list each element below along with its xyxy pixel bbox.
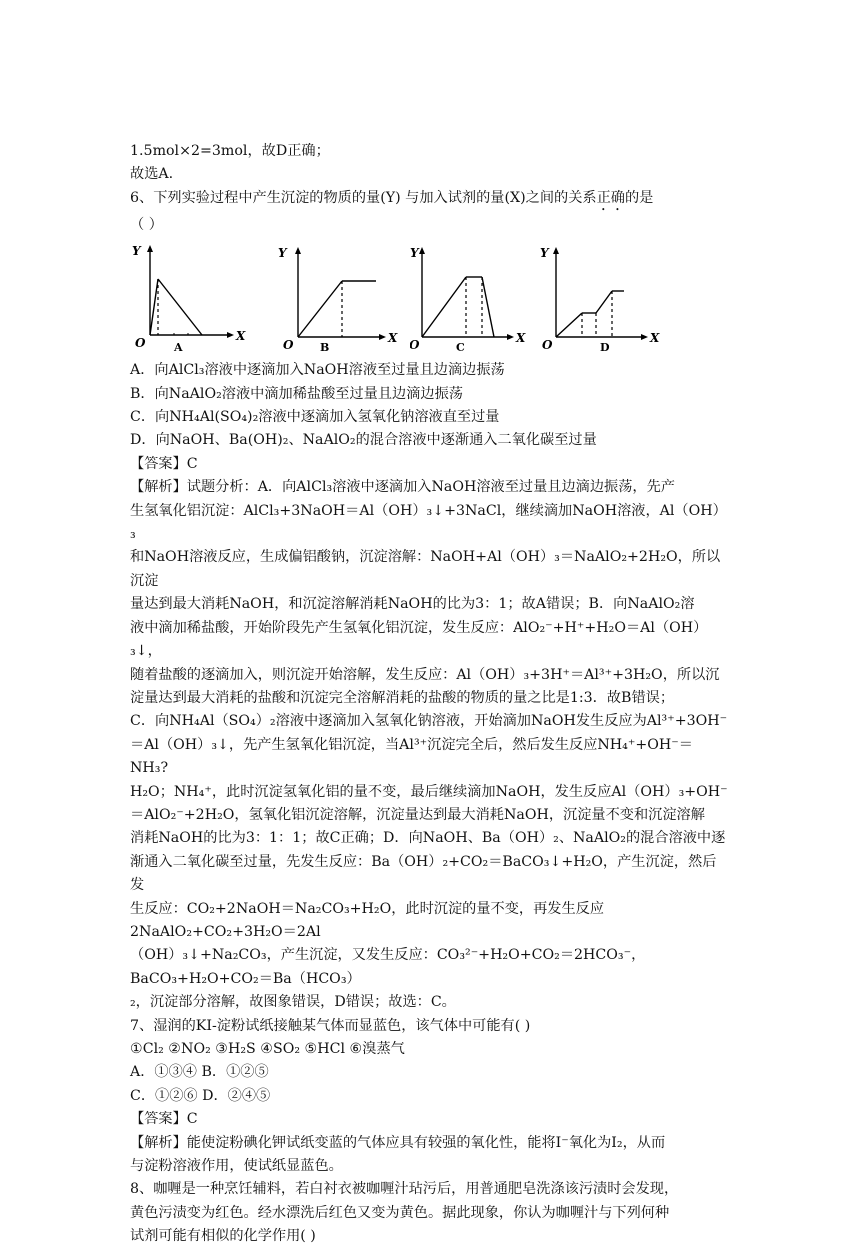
- x-axis-label: X: [650, 331, 660, 346]
- y-axis-label: Y: [410, 246, 419, 261]
- explanation-line: 渐通入二氧化碳至过量，先发生反应：Ba（OH）₂+CO₂＝BaCO₃↓+H₂O，产生沉淀，然后发: [130, 853, 717, 894]
- explanation-line: 液中滴加稀盐酸，开始阶段先产生氢氧化铝沉淀，发生反应：AlO₂⁻+H⁺+H₂O＝Al（OH）₃↓，: [130, 619, 708, 660]
- question-6: 6、下列实验过程中产生沉淀的物质的量(Y) 与加入试剂的量(X)之间的关系正确的是: [130, 189, 654, 206]
- x-axis-label: X: [516, 331, 526, 346]
- question-8: 试剂可能有相似的化学作用( ): [130, 1228, 316, 1245]
- graph-label: D: [600, 341, 610, 354]
- explanation-line: 和NaOH溶液反应，生成偏铝酸钠，沉淀溶解：NaOH+Al（OH）₃＝NaAlO₂+2H₂O，所以沉淀: [130, 549, 721, 589]
- origin-label: O: [283, 338, 294, 353]
- option-d: D．向NaOH、Ba(OH)₂、NaAlO₂的混合溶液中逐渐通入二氧化碳至过量: [130, 432, 597, 449]
- x-axis-label: X: [236, 329, 246, 344]
- explanation-line: C．向NH₄Al（SO₄）₂溶液中逐滴加入氢氧化钠溶液，开始滴加NaOH发生反应为Al³⁺+3OH⁻: [130, 713, 728, 730]
- option-b: B．向NaAlO₂溶液中滴加稀盐酸至过量且边滴边振荡: [130, 385, 463, 402]
- explanation-line: 消耗NaOH的比为3：1：1；故C正确；D．向NaOH、Ba（OH）₂、NaAlO₂的混合溶液中逐: [130, 830, 726, 847]
- origin-label: O: [135, 336, 146, 351]
- document-page: [130, 140, 730, 1249]
- explanation-line: ＝AlO₂⁻+2H₂O，氢氧化铝沉淀溶解，沉淀量达到最大消耗NaOH，沉淀量不变和沉淀溶解: [130, 806, 705, 823]
- y-axis-label: Y: [132, 244, 141, 259]
- graph-c: [410, 243, 530, 353]
- explanation-line: 与淀粉溶液作用，使试纸显蓝色。: [130, 1158, 343, 1175]
- explanation-line: 生氢氧化铝沉淀：AlCl₃+3NaOH＝Al（OH）₃↓+3NaCl，继续滴加NaOH溶液，Al（OH）₃: [130, 502, 727, 543]
- question-8: 黄色污渍变为红色。经水漂洗后红色又变为黄色。据此现象，你认为咖喱汁与下列何种: [130, 1204, 670, 1221]
- option-ab: A．①③④ B．①②⑤: [130, 1064, 269, 1081]
- text-line: 1.5mol×2=3mol，故D正确；: [130, 143, 330, 159]
- explanation-line: 淀量达到最大消耗的盐酸和沉淀完全溶解消耗的盐酸的物质的量之比是1:3．故B错误；: [130, 689, 675, 706]
- question-8: 8、咖喱是一种烹饪辅料，若白衬衣被咖喱汁玷污后，用普通肥皂洗涤该污渍时会发现，: [130, 1181, 679, 1198]
- graph-label: C: [456, 341, 465, 354]
- explanation-line: 【解析】能使淀粉碘化钾试纸变蓝的气体应具有较强的氧化性，能将I⁻氧化为I₂，从而: [130, 1134, 666, 1151]
- option-cd: C．①②⑥ D．②④⑤: [130, 1087, 271, 1104]
- answer-line: 【答案】C: [130, 1111, 198, 1128]
- question-7-options: ①Cl₂ ②NO₂ ③H₂S ④SO₂ ⑤HCl ⑥溴蒸气: [130, 1041, 405, 1057]
- origin-label: O: [542, 338, 553, 353]
- explanation-line: ＝Al（OH）₃↓，先产生氢氧化铝沉淀，当Al³⁺沉淀完全后，然后发生反应NH₄⁺+OH⁻＝NH₃?: [130, 736, 693, 777]
- graph-d: [540, 243, 660, 353]
- explanation-line: H₂O；NH₄⁺，此时沉淀氢氧化铝的量不变，最后继续滴加NaOH，发生反应Al（OH）₃+OH⁻: [130, 783, 728, 800]
- y-axis-label: Y: [540, 246, 549, 261]
- graph-label: A: [174, 341, 183, 354]
- y-axis-label: Y: [278, 246, 287, 261]
- explanation-line: （OH）₃↓+Na₂CO₃，产生沉淀，又发生反应：CO₃²⁻+H₂O+CO₂＝2HCO₃⁻，BaCO₃+H₂O+CO₂＝Ba（HCO₃）: [130, 947, 646, 987]
- graph-label: B: [320, 341, 330, 354]
- explanation-line: ₂，沉淀部分溶解，故图象错误，D错误；故选：C。: [130, 994, 456, 1011]
- explanation-line: 生反应：CO₂+2NaOH＝Na₂CO₃+H₂O，此时沉淀的量不变，再发生反应2NaAlO₂+CO₂+3H₂O＝2Al: [130, 900, 605, 940]
- option-c: C．向NH₄Al(SO₄)₂溶液中逐滴加入氢氧化钠溶液直至过量: [130, 409, 500, 426]
- explanation-line: 量达到最大消耗NaOH，和沉淀溶解消耗NaOH的比为3：1；故A错误；B．向NaAlO₂溶: [130, 596, 695, 613]
- graph-b: [278, 243, 398, 353]
- origin-label: O: [410, 338, 420, 353]
- text-line: 故选A.: [130, 166, 174, 183]
- explanation-line: 随着盐酸的逐滴加入，则沉淀开始溶解，发生反应：Al（OH）₃+3H⁺＝Al³⁺+3H₂O，所以沉: [130, 666, 720, 683]
- explanation-line: 【解析】试题分析：A．向AlCl₃溶液中逐滴加入NaOH溶液至过量且边滴边振荡，先产: [130, 479, 675, 496]
- graph-row: [130, 243, 730, 353]
- x-axis-label: X: [388, 331, 398, 346]
- option-a: A．向AlCl₃溶液中逐滴加入NaOH溶液至过量且边滴边振荡: [130, 362, 505, 379]
- question-7: 7、湿润的KI-淀粉试纸接触某气体而显蓝色，该气体中可能有( ): [130, 1017, 531, 1034]
- emphasis-text: 正确: [596, 189, 625, 206]
- answer-brackets: （ ）: [130, 216, 163, 233]
- answer-line: 【答案】C: [130, 455, 198, 472]
- graph-a: [130, 243, 250, 353]
